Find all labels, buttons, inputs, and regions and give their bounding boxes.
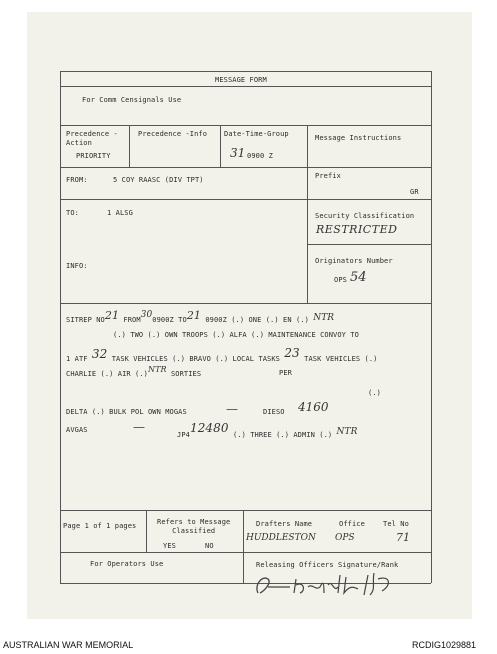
title-divider	[60, 86, 431, 87]
footer-divider	[60, 552, 431, 553]
page-count: Page 1 of 1 pages	[63, 522, 137, 530]
releasing-officer-signature	[250, 565, 410, 599]
originators-number-label: Originators Number	[315, 257, 393, 265]
tel-no-label: Tel No	[383, 520, 409, 528]
originators-number: 54	[350, 270, 367, 285]
comm-divider	[60, 125, 431, 126]
body-line-5: (.)	[368, 389, 381, 397]
mogas-dash: —	[226, 402, 238, 416]
dtg-day: 31	[230, 146, 246, 160]
no-option: NO	[205, 542, 214, 550]
archive-credit-right: RCDIG1029881	[412, 640, 477, 650]
to-date: 21	[186, 309, 202, 322]
from-label: FROM:	[66, 176, 88, 184]
info-label: INFO:	[66, 262, 88, 270]
sitrep-number: 21	[104, 309, 120, 322]
body-line-6: DELTA (.) BULK POL OWN MOGAS	[66, 408, 187, 416]
form-left-border	[60, 71, 61, 583]
body-line-7: JP412480 (.) THREE (.) ADMIN (.) NTR	[177, 421, 358, 439]
dieso-label: DIESO	[263, 408, 285, 416]
per-label: PER	[279, 369, 292, 377]
for-operators-use: For Operators Use	[90, 560, 164, 568]
body-line-1: SITREP NO21 FROM300900Z TO21 0900Z (.) ONE (.) EN (.) NTR	[66, 309, 335, 324]
dtg-label: Date-Time-Group	[224, 130, 289, 138]
refers-divider	[146, 510, 147, 552]
precedence-divider	[129, 125, 130, 167]
to-label: TO:	[66, 209, 79, 217]
body-line-2: (.) TWO (.) OWN TROOPS (.) ALFA (.) MAINTENANCE CONVOY TO	[113, 331, 359, 339]
dieso-value: 4160	[298, 400, 329, 414]
precedence-action-label: Precedence - Action	[66, 130, 118, 147]
ntr-enemy: NTR	[313, 313, 335, 323]
office-label: Office	[339, 520, 365, 528]
avgas-label: AVGAS	[66, 426, 88, 434]
from-bottom	[60, 199, 431, 200]
message-instructions-label: Message Instructions	[315, 134, 402, 142]
precedence-action-value: PRIORITY	[76, 152, 111, 160]
office-value: OPS	[335, 533, 355, 543]
jp4-value: 12480	[189, 421, 229, 435]
comm-censignals-use: For Comm Censignals Use	[82, 96, 182, 104]
instructions-divider	[307, 125, 308, 167]
convoy-vehicles: 32	[91, 347, 108, 361]
dtg-divider	[220, 125, 221, 167]
security-classification-value: RESTRICTED	[316, 223, 398, 236]
form-top-border	[60, 71, 431, 72]
yes-option: YES	[163, 542, 176, 550]
header-bottom	[60, 303, 431, 304]
body-bottom	[60, 510, 431, 511]
tel-value: 71	[396, 531, 410, 544]
drafter-name: HUDDLESTON	[246, 533, 316, 543]
ntr-admin: NTR	[336, 427, 358, 437]
form-right-border	[431, 71, 432, 583]
security-classification-label: Security Classification	[315, 212, 415, 220]
dtg-time: 0900 Z	[247, 152, 273, 160]
precedence-info-label: Precedence -Info	[138, 130, 208, 138]
security-bottom	[307, 244, 431, 245]
prefix-divider	[307, 167, 308, 303]
drafters-name-label: Drafters Name	[256, 520, 313, 528]
archive-credit-left: AUSTRALIAN WAR MEMORIAL	[3, 640, 134, 650]
avgas-dash: —	[133, 420, 145, 434]
prefix-label: Prefix	[315, 172, 341, 180]
to-value: 1 ALSG	[107, 209, 133, 217]
from-value: 5 COY RAASC (DIV TPT)	[113, 176, 204, 184]
local-vehicles: 23	[284, 346, 300, 360]
body-line-4: CHARLIE (.) AIR (.)NTR SORTIES	[66, 365, 202, 378]
releasing-officers-label: Releasing Officers Signature/Rank	[256, 561, 399, 569]
refers-to-message-label: Refers to Message Classified	[157, 518, 231, 535]
ntr-air: NTR	[147, 365, 167, 374]
drafters-divider	[243, 510, 244, 583]
form-title: MESSAGE FORM	[215, 76, 267, 84]
prefix-value: GR	[410, 188, 419, 196]
originators-prefix: OPS	[334, 276, 347, 284]
body-line-3: 1 ATF 32 TASK VEHICLES (.) BRAVO (.) LOCAL TASKS 23 TASK VEHICLES (.)	[66, 346, 378, 363]
precedence-bottom	[60, 167, 431, 168]
from-date: 30	[140, 310, 153, 320]
